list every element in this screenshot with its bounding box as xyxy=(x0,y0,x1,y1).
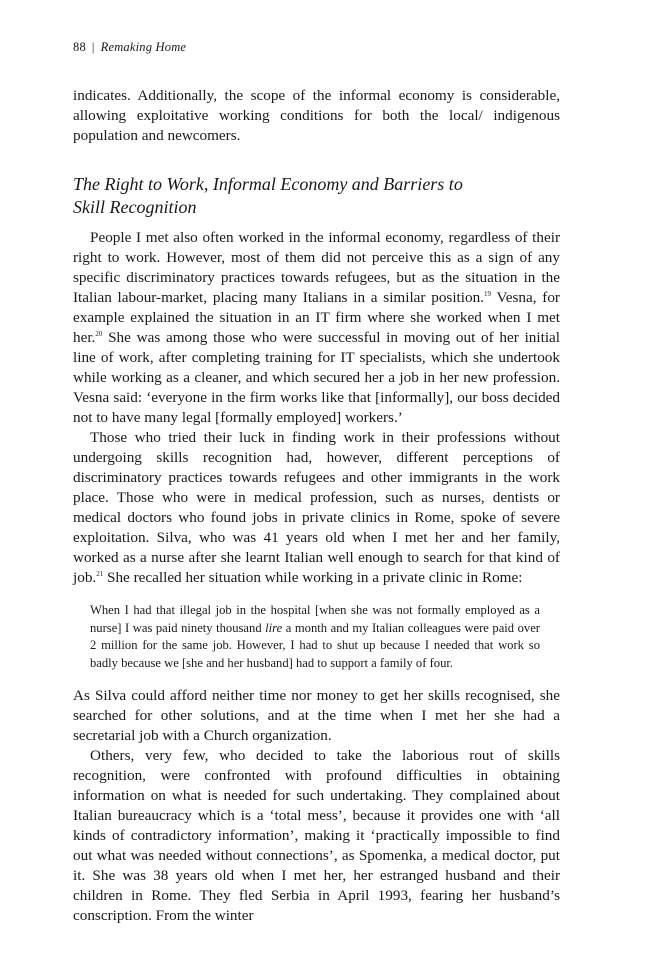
page-body xyxy=(73,86,560,926)
intro-paragraph: indicates. Additionally, the scope of the informal economy is considerable, allowing exploitative working conditions for both the local/ indigenous population and newcomers. xyxy=(73,87,560,144)
section-heading: The Right to Work, Informal Economy and Barriers to Skill Recognition xyxy=(73,174,463,217)
paragraph-text: People I met also often worked in the informal economy, regardless of their right to work. However, most of them did not perceive this as a sign of any specific discriminatory practices towards refugees, but as the situation in the Italian labour-market, placing many Italians in a similar position. xyxy=(73,229,560,306)
page-number: 88 xyxy=(73,40,86,54)
footnote-ref: 21 xyxy=(96,570,104,578)
quote-italic: lire xyxy=(265,620,283,635)
paragraph-continuation: As Silva could afford neither time nor money to get her skills recognised, she searched for other solutions, and at the time when I met her she had a secretarial job with a Church organization. xyxy=(73,687,560,744)
block-quote xyxy=(90,602,540,672)
running-head-title: Remaking Home xyxy=(100,40,187,54)
footnote-ref: 20 xyxy=(95,330,103,338)
paragraph-text: She was among those who were successful in moving out of her initial line of work, after completing training for IT specialists, which she undertook while working as a cleaner, and which secured her a job in her new profession. Vesna said: ‘everyone in the firm works like that [informally], our boss decided not to have many legal [formally employed] workers.’ xyxy=(73,329,560,426)
paragraph-spomenka: Others, very few, who decided to take the laborious rout of skills recognition, were confronted with profound difficulties in obtaining information on what is needed for such undertaking. They complained about Italian bureaucracy which is a ‘total mess’, because it provides one with ‘all kinds of contradictory information’, making it ‘practically impossible to find out what was needed without connections’, as Spomenka, a medical doctor, put it. She was 38 years old when I met her, her estranged husband and their children in Rome. They fled Serbia in April 1993, fearing her husband’s conscription. From the winter xyxy=(73,747,560,924)
paragraph-text: She recalled her situation while working in a private clinic in Rome: xyxy=(103,569,523,586)
paragraph-text: Those who tried their luck in finding work in their professions without undergoing skills recognition had, however, different perceptions of discriminatory practices towards refugees and other immigrants in the work place. Those who were in medical profession, such as nurses, dentists or medical doctors who found jobs in private clinics in Rome, spoke of severe exploitation. Silva, who was 41 years old when I met her and her family, worked as a nurse after she learnt Italian well enough to search for that kind of job. xyxy=(73,429,560,586)
footnote-ref: 19 xyxy=(483,290,491,298)
running-head-separator: | xyxy=(91,40,95,54)
paragraph-text: Vesna, for example explained the situation in an IT firm where she worked when I met her. xyxy=(73,289,560,346)
running-head xyxy=(73,40,186,55)
quote-text: a month and my Italian colleagues were paid over 2 million for the same job. However, I had to shut up because I needed that work so badly because we [she and her husband] had to support a family of four. xyxy=(90,620,541,670)
paragraph-vesna xyxy=(73,228,560,428)
paragraph-silva xyxy=(73,428,560,588)
quote-text: When I had that illegal job in the hospital [when she was not formally employed as a nurse] I was paid ninety thousand xyxy=(90,603,540,635)
